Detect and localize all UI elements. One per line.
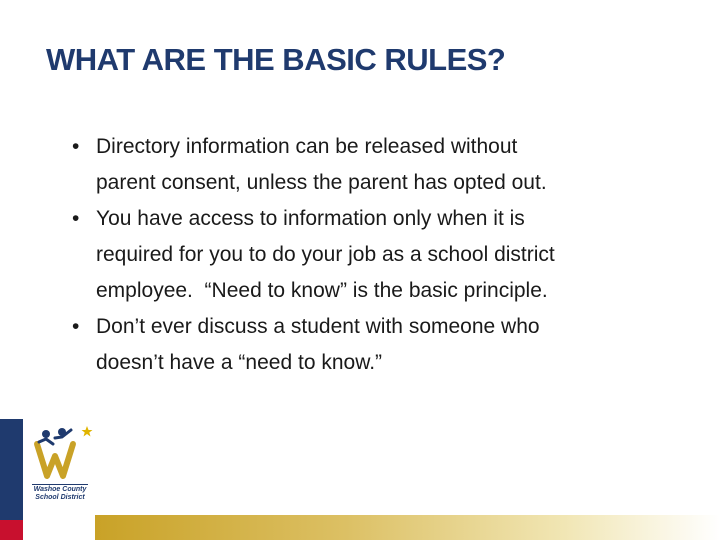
logo-text — [25, 486, 95, 502]
wcsd-logo-icon — [25, 420, 95, 520]
bullet-list — [72, 129, 672, 381]
logo-line-2: School District — [35, 494, 85, 501]
bullet-line: Directory information can be released without — [96, 135, 518, 158]
bullet-line: doesn’t have a “need to know.” — [96, 351, 383, 374]
bullet-line: You have access to information only when it is — [96, 207, 525, 230]
bullet-item — [72, 201, 672, 309]
bullet-line: employee. “Need to know” is the basic principle. — [96, 279, 548, 302]
left-red-block — [0, 520, 23, 540]
bullet-item — [72, 129, 672, 201]
bullet-line: parent consent, unless the parent has opted out. — [96, 171, 547, 194]
logo-divider — [32, 484, 88, 485]
left-navy-bar — [0, 419, 23, 520]
bottom-gold-band — [95, 515, 720, 540]
bullet-line: Don’t ever discuss a student with someone who — [96, 315, 540, 338]
slide-title: WHAT ARE THE BASIC RULES? — [46, 42, 506, 77]
bullet-marker: • — [72, 315, 80, 338]
bullet-line: required for you to do your job as a school district — [96, 243, 555, 266]
bullet-item — [72, 309, 672, 381]
bullet-marker: • — [72, 135, 80, 158]
bullet-marker: • — [72, 207, 80, 230]
logo-line-1: Washoe County — [33, 486, 87, 493]
